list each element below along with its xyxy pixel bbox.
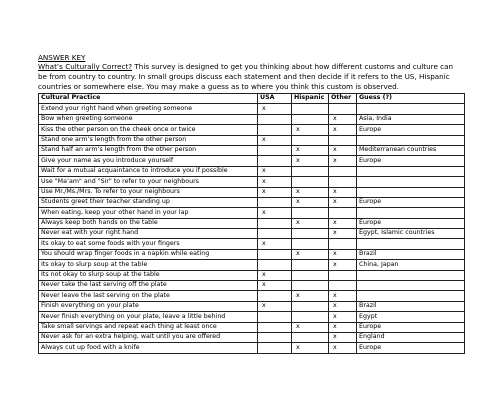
- usa-mark: [258, 312, 292, 322]
- usa-mark: [258, 260, 292, 270]
- hispanic-mark: [292, 114, 329, 124]
- practice-cell: Give your name as you introduce yourself: [39, 156, 258, 166]
- table-row: [39, 249, 465, 259]
- hispanic-mark: x: [292, 218, 329, 228]
- practice-cell: Stand one arm’s length from the other person: [39, 135, 258, 145]
- hispanic-mark: [292, 260, 329, 270]
- usa-mark: [258, 218, 292, 228]
- practice-cell: Never leave the last serving on the plate: [39, 291, 258, 301]
- hispanic-mark: [292, 229, 329, 239]
- survey-title: What’s Culturally Correct?: [38, 62, 133, 71]
- table-row: [39, 114, 465, 124]
- practice-cell: Wait for a mutual acquaintance to introduce you if possible: [39, 166, 258, 176]
- guess-cell: [357, 135, 465, 145]
- other-mark: x: [329, 332, 357, 342]
- guess-cell: England: [357, 332, 465, 342]
- usa-mark: x: [258, 177, 292, 187]
- hispanic-mark: x: [292, 197, 329, 207]
- guess-cell: Europe: [357, 343, 465, 353]
- practice-cell: Extend your right hand when greeting someone: [39, 104, 258, 114]
- practice-cell: Its not okay to slurp soup at the table: [39, 270, 258, 280]
- hispanic-mark: [292, 301, 329, 311]
- table-row: [39, 218, 465, 228]
- hispanic-mark: x: [292, 145, 329, 155]
- table-body: [39, 104, 465, 353]
- other-mark: x: [329, 125, 357, 135]
- guess-cell: [357, 239, 465, 249]
- table-row: [39, 145, 465, 155]
- table-row: [39, 301, 465, 311]
- practice-cell: Its okay to eat some foods with your fingers: [39, 239, 258, 249]
- usa-mark: x: [258, 104, 292, 114]
- other-mark: [329, 177, 357, 187]
- header-other: Other: [329, 94, 357, 104]
- other-mark: [329, 166, 357, 176]
- intro-paragraph: [38, 62, 464, 92]
- practice-cell: When eating, keep your other hand in your lap: [39, 208, 258, 218]
- table-row: [39, 291, 465, 301]
- usa-mark: x: [258, 166, 292, 176]
- guess-cell: [357, 166, 465, 176]
- customs-table: [38, 93, 465, 354]
- practice-cell: Its okay to slurp soup at the table: [39, 260, 258, 270]
- table-row: [39, 281, 465, 291]
- usa-mark: [258, 145, 292, 155]
- guess-cell: Europe: [357, 218, 465, 228]
- guess-cell: [357, 281, 465, 291]
- table-row: [39, 125, 465, 135]
- worksheet-page: [38, 53, 464, 354]
- usa-mark: [258, 322, 292, 332]
- hispanic-mark: [292, 281, 329, 291]
- practice-cell: Use "Ma’am" and "Sir" to refer to your neighbours: [39, 177, 258, 187]
- other-mark: x: [329, 322, 357, 332]
- hispanic-mark: [292, 208, 329, 218]
- table-row: [39, 197, 465, 207]
- table-row: [39, 229, 465, 239]
- practice-cell: Bow when greeting someone: [39, 114, 258, 124]
- table-row: [39, 332, 465, 342]
- guess-cell: Europe: [357, 125, 465, 135]
- usa-mark: x: [258, 281, 292, 291]
- usa-mark: x: [258, 301, 292, 311]
- header-hispanic: Hispanic: [292, 94, 329, 104]
- other-mark: x: [329, 291, 357, 301]
- guess-cell: China, Japan: [357, 260, 465, 270]
- practice-cell: Use Mr./Ms./Mrs. To refer to your neighbours: [39, 187, 258, 197]
- other-mark: [329, 135, 357, 145]
- guess-cell: [357, 270, 465, 280]
- other-mark: x: [329, 145, 357, 155]
- other-mark: [329, 104, 357, 114]
- other-mark: x: [329, 301, 357, 311]
- practice-cell: Never ask for an extra helping, wait until you are offered: [39, 332, 258, 342]
- table-header-row: [39, 94, 465, 104]
- other-mark: x: [329, 260, 357, 270]
- header-guess: Guess (?): [357, 94, 465, 104]
- guess-cell: Egypt: [357, 312, 465, 322]
- other-mark: x: [329, 343, 357, 353]
- practice-cell: Always keep both hands on the table: [39, 218, 258, 228]
- guess-cell: Europe: [357, 322, 465, 332]
- usa-mark: [258, 332, 292, 342]
- practice-cell: You should wrap finger foods in a napkin while eating: [39, 249, 258, 259]
- practice-cell: Always cut up food with a knife: [39, 343, 258, 353]
- header-cultural-practice: Cultural Practice: [39, 94, 258, 104]
- guess-cell: Egypt, Islamic countries: [357, 229, 465, 239]
- guess-cell: Asia, India: [357, 114, 465, 124]
- usa-mark: x: [258, 208, 292, 218]
- hispanic-mark: [292, 135, 329, 145]
- usa-mark: [258, 343, 292, 353]
- other-mark: [329, 239, 357, 249]
- other-mark: x: [329, 156, 357, 166]
- usa-mark: x: [258, 135, 292, 145]
- usa-mark: x: [258, 239, 292, 249]
- table-row: [39, 270, 465, 280]
- practice-cell: Take small servings and repeat each thing at least once: [39, 322, 258, 332]
- hispanic-mark: [292, 239, 329, 249]
- practice-cell: Never take the last serving off the plate: [39, 281, 258, 291]
- table-row: [39, 343, 465, 353]
- header-usa: USA: [258, 94, 292, 104]
- guess-cell: [357, 177, 465, 187]
- guess-cell: Mediterranean countries: [357, 145, 465, 155]
- hispanic-mark: x: [292, 187, 329, 197]
- other-mark: [329, 281, 357, 291]
- guess-cell: Europe: [357, 197, 465, 207]
- practice-cell: Never finish everything on your plate, leave a little behind: [39, 312, 258, 322]
- hispanic-mark: [292, 104, 329, 114]
- other-mark: x: [329, 312, 357, 322]
- table-row: [39, 322, 465, 332]
- other-mark: x: [329, 229, 357, 239]
- table-row: [39, 156, 465, 166]
- usa-mark: [258, 114, 292, 124]
- table-row: [39, 312, 465, 322]
- other-mark: x: [329, 114, 357, 124]
- hispanic-mark: x: [292, 249, 329, 259]
- usa-mark: [258, 197, 292, 207]
- hispanic-mark: x: [292, 343, 329, 353]
- hispanic-mark: x: [292, 291, 329, 301]
- hispanic-mark: [292, 166, 329, 176]
- table-row: [39, 177, 465, 187]
- guess-cell: [357, 208, 465, 218]
- guess-cell: [357, 291, 465, 301]
- usa-mark: [258, 229, 292, 239]
- intro-text: This survey is designed to get you thinking about how different customs and culture can be from country to country. In small groups discuss each statement and then decide if it refers to the US, Hispanic countries or somewhere else. You may make a guess as to where you think this custom is observed.: [38, 62, 454, 91]
- hispanic-mark: [292, 332, 329, 342]
- hispanic-mark: [292, 312, 329, 322]
- other-mark: x: [329, 187, 357, 197]
- guess-cell: Europe: [357, 156, 465, 166]
- table-row: [39, 135, 465, 145]
- usa-mark: [258, 156, 292, 166]
- hispanic-mark: [292, 270, 329, 280]
- practice-cell: Finish everything on your plate: [39, 301, 258, 311]
- table-row: [39, 166, 465, 176]
- usa-mark: [258, 291, 292, 301]
- guess-cell: Brazil: [357, 301, 465, 311]
- guess-cell: [357, 104, 465, 114]
- other-mark: x: [329, 218, 357, 228]
- guess-cell: [357, 187, 465, 197]
- table-row: [39, 239, 465, 249]
- practice-cell: Stand half an arm’s length from the other person: [39, 145, 258, 155]
- hispanic-mark: [292, 177, 329, 187]
- usa-mark: x: [258, 270, 292, 280]
- table-row: [39, 208, 465, 218]
- other-mark: [329, 208, 357, 218]
- other-mark: x: [329, 249, 357, 259]
- practice-cell: Students greet their teacher standing up: [39, 197, 258, 207]
- hispanic-mark: x: [292, 125, 329, 135]
- practice-cell: Kiss the other person on the cheek once or twice: [39, 125, 258, 135]
- usa-mark: [258, 125, 292, 135]
- guess-cell: Brazil: [357, 249, 465, 259]
- other-mark: x: [329, 197, 357, 207]
- usa-mark: x: [258, 187, 292, 197]
- answer-key-heading: ANSWER KEY: [38, 53, 86, 62]
- usa-mark: [258, 249, 292, 259]
- other-mark: [329, 270, 357, 280]
- practice-cell: Never eat with your right hand: [39, 229, 258, 239]
- hispanic-mark: x: [292, 156, 329, 166]
- hispanic-mark: x: [292, 322, 329, 332]
- table-row: [39, 187, 465, 197]
- table-row: [39, 104, 465, 114]
- table-row: [39, 260, 465, 270]
